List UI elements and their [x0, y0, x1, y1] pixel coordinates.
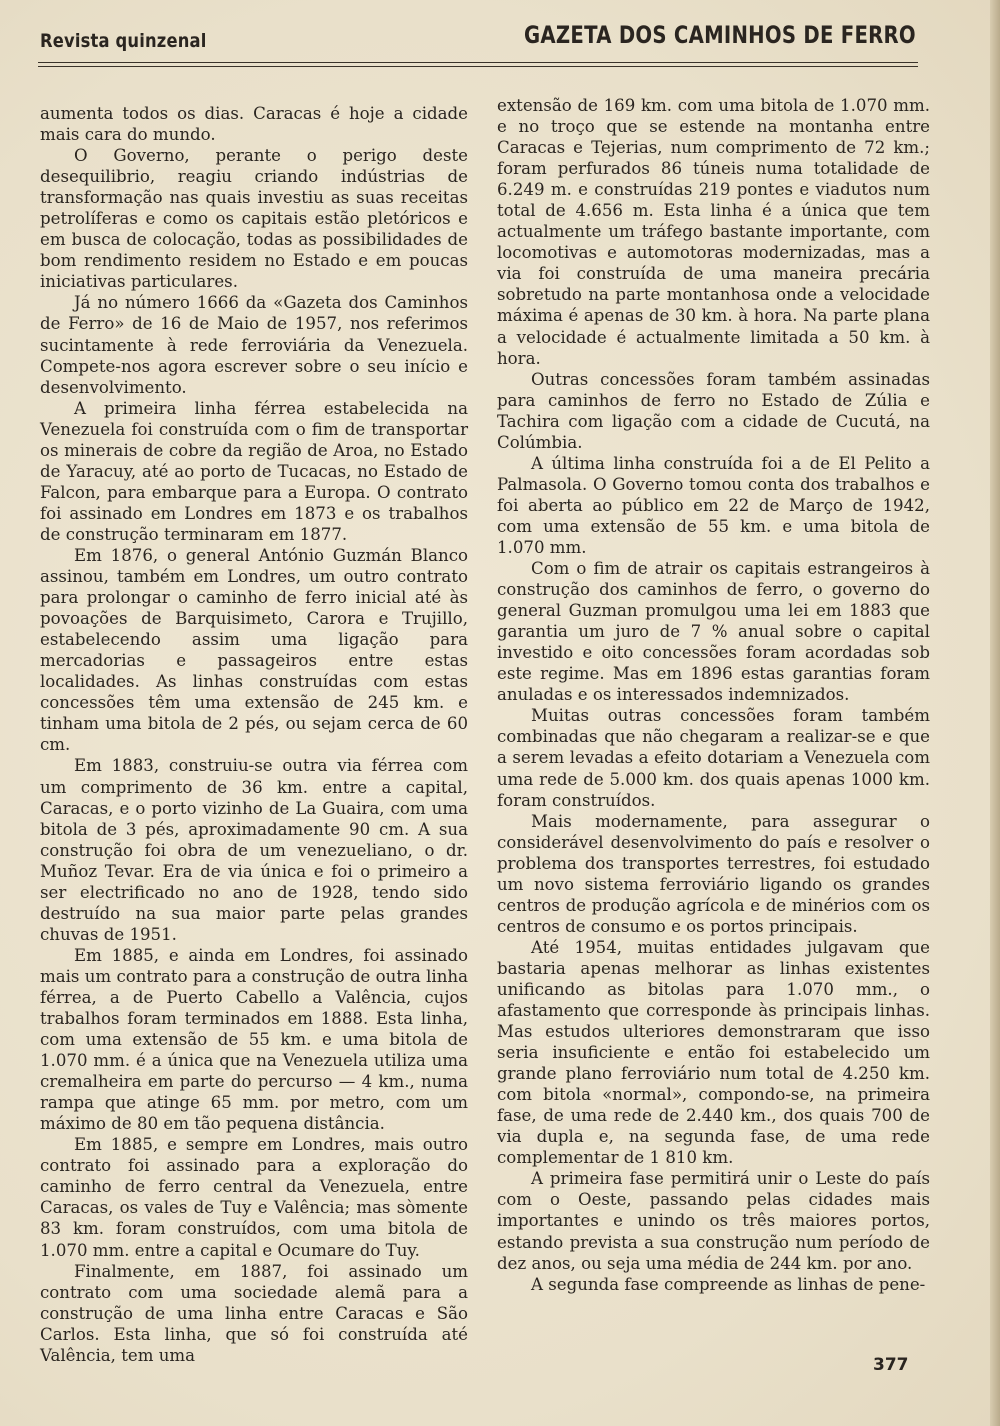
page-number: 377	[873, 1355, 909, 1375]
header-rule-bottom	[38, 66, 918, 67]
paragraph: Em 1883, construiu-se outra via férrea com um comprimento de 36 km. entre a capital, Caracas, e o porto vizinho de La Guaira, com uma bitola de 3 pés, aproximadamente 90 cm. A sua construção foi obra de um venezueliano, o dr. Muñoz Tevar. Era de via única e foi o primeiro a ser electrificado no ano de 1928, tendo sido destruído na sua maior parte pelas grandes chuvas de 1951.	[40, 756, 468, 944]
paragraph: Finalmente, em 1887, foi assinado um contrato com uma sociedade alemã para a construção de uma linha entre Caracas e São Carlos. Esta linha, que só foi construída até Valência, tem uma	[40, 1261, 468, 1365]
paragraph: A primeira linha férrea estabelecida na Venezuela foi construída com o fim de transportar os minerais de cobre da região de Aroa, no Estado de Yaracuy, até ao porto de Tucacas, no Estado de Falcon, para embarque para a Europa. O contrato foi assinado em Londres em 1873 e os trabalhos de construção terminaram em 1877.	[40, 398, 468, 544]
left-column	[40, 103, 468, 1366]
page-edge-shadow	[990, 0, 1000, 1426]
paragraph: Até 1954, muitas entidades julgavam que bastaria apenas melhorar as linhas existentes unificando as bitolas para 1.070 mm., o afastamento que corresponde às principais linhas. Mas estudos ulteriores demonstraram que isso seria insuficiente e então foi estabelecido um grande plano ferroviário num total de 4.250 km. com bitola «normal», compondo-se, na primeira fase, de uma rede de 2.440 km., dos quais 700 de via dupla e, na segunda fase, de uma rede complementar de 1 810 km.	[497, 937, 930, 1168]
paragraph: Outras concessões foram também assinadas para caminhos de ferro no Estado de Zúlia e Tachira com ligação com a cidade de Cucutá, na Colúmbia.	[497, 369, 930, 452]
paragraph: aumenta todos os dias. Caracas é hoje a cidade mais cara do mundo.	[40, 104, 468, 145]
paragraph: Mais modernamente, para assegurar o considerável desenvolvimento do país e resolver o problema dos transportes terrestres, foi estudado um novo sistema ferroviário ligando os grandes centros de produção agrícola e de minérios com os centros de consumo e os portos principais.	[497, 811, 930, 936]
paragraph: extensão de 169 km. com uma bitola de 1.070 mm. e no troço que se estende na montanha entre Caracas e Tejerias, num comprimento de 72 km.; foram perfurados 86 túneis numa totalidade de 6.249 m. e construídas 219 pontes e viadutos num total de 4.656 m. Esta linha é a única que tem actualmente um tráfego bastante importante, com locomotivas e automotoras modernizadas, mas a via foi construída de uma maneira precária sobretudo na parte montanhosa onde a velocidade máxima é apenas de 30 km. à hora. Na parte plana a velocidade é actualmente limitada a 50 km. à hora.	[497, 96, 930, 368]
paragraph: Com o fim de atrair os capitais estrangeiros à construção dos caminhos de ferro, o governo do general Guzman promulgou uma lei em 1883 que garantia um juro de 7 % anual sobre o capital investido e oito concessões foram acordadas sob este regime. Mas em 1896 estas garantias foram anuladas e os interessados indemnizados.	[497, 559, 930, 705]
running-header-title: GAZETA DOS CAMINHOS DE FERRO	[524, 21, 916, 49]
paragraph: Já no número 1666 da «Gazeta dos Caminhos de Ferro» de 16 de Maio de 1957, nos referimos sucintamente à rede ferroviária da Venezuela. Compete-nos agora escrever sobre o seu início e desenvolvimento.	[40, 293, 468, 397]
paragraph: O Governo, perante o perigo deste desequilibrio, reagiu criando indústrias de transformação nas quais investiu as suas receitas petrolíferas e como os capitais estão pletóricos e em busca de colocação, todas as possibilidades de bom rendimento residem no Estado e em poucas iniciativas particulares.	[40, 146, 468, 292]
paragraph: A segunda fase compreende as linhas de pene-	[531, 1274, 926, 1294]
right-column	[497, 95, 930, 1295]
paragraph: Em 1885, e ainda em Londres, foi assinado mais um contrato para a construção de outra linha férrea, a de Puerto Cabello a Valência, cujos trabalhos foram terminados em 1888. Esta linha, com uma extensão de 55 km. e uma bitola de 1.070 mm. é a única que na Venezuela utiliza uma cremalheira em parte do percurso — 4 km., numa rampa que atinge 65 mm. por metro, com um máximo de 80 em tão pequena distância.	[40, 945, 468, 1134]
paragraph: A última linha construída foi a de El Pelito a Palmasola. O Governo tomou conta dos trabalhos e foi aberta ao público em 22 de Março de 1942, com uma extensão de 55 km. e uma bitola de 1.070 mm.	[497, 453, 930, 557]
paragraph: A primeira fase permitirá unir o Leste do país com o Oeste, passando pelas cidades mais importantes e unindo os três maiores portos, estando prevista a sua construção num período de dez anos, ou seja uma média de 244 km. por ano.	[497, 1169, 930, 1273]
header-rule-top	[38, 62, 918, 63]
paragraph: Em 1885, e sempre em Londres, mais outro contrato foi assinado para a exploração do caminho de ferro central da Venezuela, entre Caracas, os vales de Tuy e Valência; mas sòmente 83 km. foram construídos, com uma bitola de 1.070 mm. entre a capital e Ocumare do Tuy.	[40, 1135, 468, 1260]
paragraph: Em 1876, o general António Guzmán Blanco assinou, também em Londres, um outro contrato para prolongar o caminho de ferro inicial até às povoações de Barquisimeto, Carora e Trujillo, estabelecendo assim uma ligação para mercadorias e passageiros entre estas localidades. As linhas construídas com estas concessões têm uma extensão de 245 km. e tinham uma bitola de 2 pés, ou sejam cerca de 60 cm.	[40, 545, 468, 755]
running-header-left: Revista quinzenal	[40, 30, 207, 52]
paragraph: Muitas outras concessões foram também combinadas que não chegaram a realizar-se e que a serem levadas a efeito dotariam a Venezuela com uma rede de 5.000 km. dos quais apenas 1000 km. foram construídos.	[497, 706, 930, 810]
